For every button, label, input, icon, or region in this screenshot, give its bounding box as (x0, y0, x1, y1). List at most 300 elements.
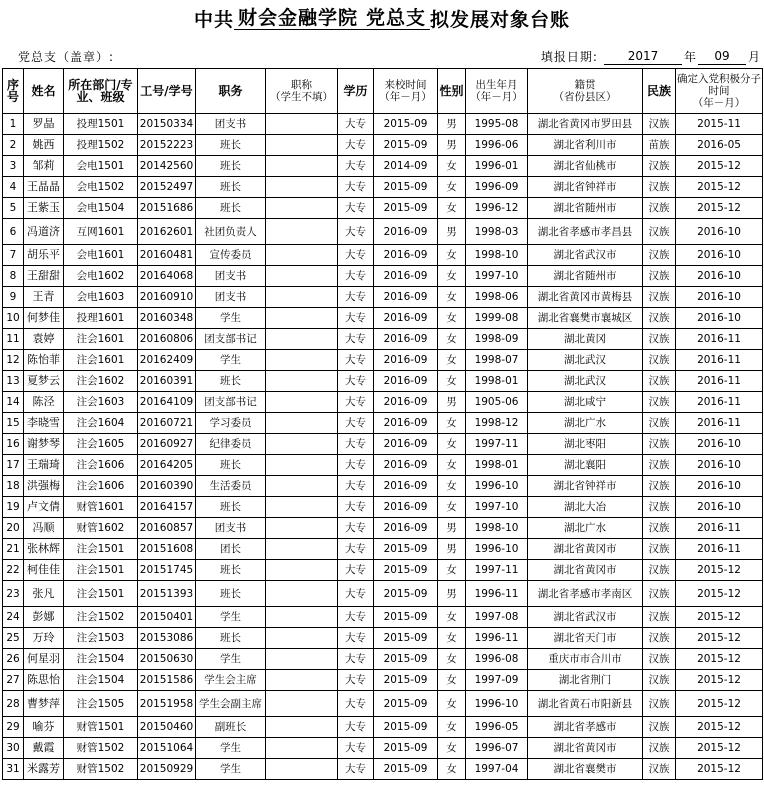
cell-no: 29 (3, 717, 24, 738)
cell-birth: 1996-06 (466, 135, 528, 156)
cell-confirm: 2015-11 (676, 114, 763, 135)
cell-origin: 湖北省天门市 (528, 628, 643, 649)
cell-dept: 会电1603 (64, 287, 138, 308)
cell-origin: 湖北省荆门 (528, 670, 643, 691)
cell-id: 20160806 (138, 329, 196, 350)
cell-gender: 女 (438, 371, 466, 392)
cell-ethnic: 汉族 (643, 539, 676, 560)
cell-arrive: 2015-09 (374, 759, 438, 780)
cell-dept: 会电1602 (64, 266, 138, 287)
cell-confirm: 2015-12 (676, 628, 763, 649)
cell-id: 20150929 (138, 759, 196, 780)
cell-dept: 会电1504 (64, 198, 138, 219)
cell-duty: 班长 (196, 198, 266, 219)
header-dept: 所在部门/专业、班级 (64, 69, 138, 114)
table-row (3, 287, 763, 308)
cell-origin: 湖北省襄樊市 (528, 759, 643, 780)
cell-gender: 女 (438, 245, 466, 266)
cell-name: 罗晶 (24, 114, 64, 135)
cell-dept: 注会1501 (64, 581, 138, 607)
cell-birth: 1996-10 (466, 691, 528, 717)
page-title (0, 0, 764, 36)
candidate-table (2, 68, 763, 780)
cell-id: 20151608 (138, 539, 196, 560)
table-row (3, 219, 763, 245)
cell-duty: 班长 (196, 581, 266, 607)
cell-title (266, 497, 338, 518)
cell-birth: 1996-05 (466, 717, 528, 738)
table-row (3, 392, 763, 413)
cell-id: 20164068 (138, 266, 196, 287)
cell-ethnic: 汉族 (643, 738, 676, 759)
cell-no: 4 (3, 177, 24, 198)
cell-duty: 班长 (196, 135, 266, 156)
cell-birth: 1905-06 (466, 392, 528, 413)
cell-name: 陈思怡 (24, 670, 64, 691)
cell-gender: 男 (438, 114, 466, 135)
date-month: 09 (698, 49, 746, 65)
cell-edu: 大专 (338, 670, 374, 691)
header-title: 职称 （学生不填） (266, 69, 338, 114)
table-row (3, 114, 763, 135)
date-year-unit: 年 (683, 50, 696, 64)
cell-id: 20160481 (138, 245, 196, 266)
cell-origin: 湖北省黄石市阳新县 (528, 691, 643, 717)
cell-title (266, 392, 338, 413)
cell-confirm: 2016-10 (676, 308, 763, 329)
cell-arrive: 2015-09 (374, 581, 438, 607)
cell-edu: 大专 (338, 392, 374, 413)
cell-title (266, 649, 338, 670)
cell-edu: 大专 (338, 245, 374, 266)
cell-dept: 注会1501 (64, 560, 138, 581)
cell-no: 12 (3, 350, 24, 371)
cell-no: 1 (3, 114, 24, 135)
cell-duty: 团支部书记 (196, 329, 266, 350)
cell-edu: 大专 (338, 607, 374, 628)
cell-name: 王晶晶 (24, 177, 64, 198)
cell-birth: 1996-08 (466, 649, 528, 670)
cell-arrive: 2016-09 (374, 219, 438, 245)
cell-gender: 男 (438, 219, 466, 245)
table-row (3, 476, 763, 497)
date-year: 2017 (604, 49, 682, 65)
cell-no: 7 (3, 245, 24, 266)
cell-confirm: 2016-10 (676, 434, 763, 455)
cell-id: 20164157 (138, 497, 196, 518)
cell-name: 李晓雪 (24, 413, 64, 434)
cell-no: 23 (3, 581, 24, 607)
cell-name: 何梦佳 (24, 308, 64, 329)
cell-arrive: 2016-09 (374, 392, 438, 413)
cell-duty: 团支书 (196, 266, 266, 287)
cell-no: 15 (3, 413, 24, 434)
cell-arrive: 2016-09 (374, 245, 438, 266)
cell-arrive: 2015-09 (374, 607, 438, 628)
cell-birth: 1997-11 (466, 434, 528, 455)
cell-edu: 大专 (338, 156, 374, 177)
cell-origin: 湖北武汉 (528, 350, 643, 371)
cell-duty: 生活委员 (196, 476, 266, 497)
cell-arrive: 2015-09 (374, 649, 438, 670)
header-edu: 学历 (338, 69, 374, 114)
cell-gender: 女 (438, 266, 466, 287)
cell-edu: 大专 (338, 497, 374, 518)
cell-arrive: 2016-09 (374, 434, 438, 455)
table-row (3, 371, 763, 392)
cell-duty: 社团负责人 (196, 219, 266, 245)
cell-dept: 财管1502 (64, 759, 138, 780)
cell-birth: 1996-11 (466, 581, 528, 607)
cell-name: 冯道济 (24, 219, 64, 245)
cell-dept: 注会1604 (64, 413, 138, 434)
cell-gender: 男 (438, 581, 466, 607)
cell-origin: 湖北省随州市 (528, 198, 643, 219)
cell-arrive: 2016-09 (374, 308, 438, 329)
cell-name: 王甜甜 (24, 266, 64, 287)
cell-dept: 互网1601 (64, 219, 138, 245)
cell-gender: 女 (438, 649, 466, 670)
cell-no: 24 (3, 607, 24, 628)
cell-duty: 团支书 (196, 114, 266, 135)
cell-duty: 团支部书记 (196, 392, 266, 413)
cell-name: 冯顺 (24, 518, 64, 539)
cell-id: 20152223 (138, 135, 196, 156)
cell-origin: 湖北省利川市 (528, 135, 643, 156)
cell-title (266, 518, 338, 539)
cell-no: 2 (3, 135, 24, 156)
cell-dept: 注会1504 (64, 649, 138, 670)
cell-no: 9 (3, 287, 24, 308)
table-row (3, 717, 763, 738)
cell-gender: 女 (438, 156, 466, 177)
cell-origin: 湖北省武汉市 (528, 245, 643, 266)
title-branch: 党总支 (362, 7, 430, 30)
cell-edu: 大专 (338, 649, 374, 670)
cell-gender: 女 (438, 308, 466, 329)
cell-edu: 大专 (338, 350, 374, 371)
cell-no: 30 (3, 738, 24, 759)
cell-title (266, 413, 338, 434)
cell-name: 胡乐平 (24, 245, 64, 266)
cell-edu: 大专 (338, 413, 374, 434)
cell-birth: 1998-10 (466, 245, 528, 266)
cell-gender: 男 (438, 518, 466, 539)
cell-origin: 湖北武汉 (528, 371, 643, 392)
cell-name: 姚西 (24, 135, 64, 156)
table-row (3, 455, 763, 476)
header-gender: 性别 (438, 69, 466, 114)
cell-no: 8 (3, 266, 24, 287)
cell-origin: 湖北省钟祥市 (528, 177, 643, 198)
cell-confirm: 2016-11 (676, 413, 763, 434)
cell-ethnic: 汉族 (643, 434, 676, 455)
cell-duty: 班长 (196, 371, 266, 392)
cell-no: 19 (3, 497, 24, 518)
cell-dept: 财管1501 (64, 717, 138, 738)
cell-birth: 1998-01 (466, 455, 528, 476)
cell-no: 20 (3, 518, 24, 539)
cell-edu: 大专 (338, 581, 374, 607)
cell-dept: 会电1501 (64, 156, 138, 177)
cell-duty: 班长 (196, 560, 266, 581)
cell-name: 张林辉 (24, 539, 64, 560)
cell-id: 20153086 (138, 628, 196, 649)
cell-duty: 学生 (196, 738, 266, 759)
cell-gender: 女 (438, 434, 466, 455)
cell-birth: 1998-03 (466, 219, 528, 245)
cell-title (266, 350, 338, 371)
cell-no: 28 (3, 691, 24, 717)
table-row (3, 518, 763, 539)
cell-birth: 1996-10 (466, 476, 528, 497)
cell-origin: 湖北省孝感市孝昌县 (528, 219, 643, 245)
cell-name: 王瑞琦 (24, 455, 64, 476)
title-suffix: 拟发展对象台账 (430, 8, 571, 31)
cell-ethnic: 汉族 (643, 371, 676, 392)
cell-ethnic: 汉族 (643, 308, 676, 329)
cell-origin: 湖北襄阳 (528, 455, 643, 476)
cell-name: 夏梦云 (24, 371, 64, 392)
cell-ethnic: 汉族 (643, 114, 676, 135)
cell-name: 万玲 (24, 628, 64, 649)
cell-no: 22 (3, 560, 24, 581)
cell-dept: 注会1602 (64, 371, 138, 392)
cell-ethnic: 汉族 (643, 649, 676, 670)
cell-id: 20151393 (138, 581, 196, 607)
cell-name: 喻芬 (24, 717, 64, 738)
cell-name: 卢文倩 (24, 497, 64, 518)
cell-ethnic: 汉族 (643, 560, 676, 581)
cell-name: 米露芳 (24, 759, 64, 780)
cell-title (266, 560, 338, 581)
table-row (3, 628, 763, 649)
cell-title (266, 371, 338, 392)
cell-dept: 注会1605 (64, 434, 138, 455)
cell-edu: 大专 (338, 329, 374, 350)
cell-gender: 男 (438, 392, 466, 413)
cell-gender: 女 (438, 691, 466, 717)
cell-confirm: 2015-12 (676, 691, 763, 717)
cell-origin: 湖北省钟祥市 (528, 476, 643, 497)
cell-edu: 大专 (338, 177, 374, 198)
cell-origin: 湖北省襄樊市襄城区 (528, 308, 643, 329)
header-confirm: 确定入党积极分子时间 （年－月） (676, 69, 763, 114)
date-label: 填报日期: (540, 50, 598, 64)
cell-name: 柯佳佳 (24, 560, 64, 581)
cell-origin: 湖北省黄冈市黄梅县 (528, 287, 643, 308)
table-row (3, 177, 763, 198)
cell-no: 3 (3, 156, 24, 177)
cell-duty: 学习委员 (196, 413, 266, 434)
cell-arrive: 2016-09 (374, 455, 438, 476)
table-row (3, 434, 763, 455)
cell-confirm: 2015-12 (676, 198, 763, 219)
cell-origin: 湖北咸宁 (528, 392, 643, 413)
cell-birth: 1995-08 (466, 114, 528, 135)
cell-birth: 1996-01 (466, 156, 528, 177)
cell-origin: 湖北省黄冈市罗田县 (528, 114, 643, 135)
cell-ethnic: 汉族 (643, 156, 676, 177)
table-row (3, 649, 763, 670)
cell-edu: 大专 (338, 759, 374, 780)
cell-name: 洪强梅 (24, 476, 64, 497)
table-row (3, 759, 763, 780)
cell-edu: 大专 (338, 455, 374, 476)
cell-ethnic: 汉族 (643, 691, 676, 717)
cell-gender: 女 (438, 670, 466, 691)
cell-dept: 注会1606 (64, 476, 138, 497)
cell-id: 20160857 (138, 518, 196, 539)
cell-title (266, 329, 338, 350)
cell-edu: 大专 (338, 691, 374, 717)
cell-origin: 湖北大冶 (528, 497, 643, 518)
cell-title (266, 156, 338, 177)
cell-arrive: 2015-09 (374, 738, 438, 759)
cell-title (266, 455, 338, 476)
cell-title (266, 266, 338, 287)
cell-id: 20160391 (138, 371, 196, 392)
cell-title (266, 607, 338, 628)
cell-origin: 湖北广水 (528, 518, 643, 539)
cell-dept: 会电1502 (64, 177, 138, 198)
cell-duty: 班长 (196, 628, 266, 649)
cell-confirm: 2015-12 (676, 649, 763, 670)
cell-duty: 宣传委员 (196, 245, 266, 266)
cell-title (266, 759, 338, 780)
table-row (3, 308, 763, 329)
cell-origin: 湖北省黄冈市 (528, 560, 643, 581)
cell-gender: 女 (438, 350, 466, 371)
cell-duty: 团支书 (196, 518, 266, 539)
cell-ethnic: 汉族 (643, 476, 676, 497)
cell-title (266, 628, 338, 649)
cell-duty: 学生 (196, 350, 266, 371)
cell-no: 5 (3, 198, 24, 219)
cell-origin: 湖北广水 (528, 413, 643, 434)
cell-id: 20164109 (138, 392, 196, 413)
cell-edu: 大专 (338, 560, 374, 581)
table-row (3, 198, 763, 219)
cell-birth: 1997-11 (466, 560, 528, 581)
cell-gender: 男 (438, 135, 466, 156)
cell-ethnic: 汉族 (643, 518, 676, 539)
cell-id: 20160348 (138, 308, 196, 329)
cell-ethnic: 汉族 (643, 177, 676, 198)
cell-confirm: 2016-11 (676, 518, 763, 539)
cell-name: 谢梦琴 (24, 434, 64, 455)
cell-id: 20160721 (138, 413, 196, 434)
cell-confirm: 2016-05 (676, 135, 763, 156)
cell-gender: 女 (438, 497, 466, 518)
cell-duty: 学生 (196, 759, 266, 780)
cell-id: 20150401 (138, 607, 196, 628)
cell-ethnic: 汉族 (643, 455, 676, 476)
cell-confirm: 2015-12 (676, 581, 763, 607)
cell-name: 戴霞 (24, 738, 64, 759)
cell-ethnic: 汉族 (643, 245, 676, 266)
cell-duty: 纪律委员 (196, 434, 266, 455)
cell-confirm: 2015-12 (676, 560, 763, 581)
cell-arrive: 2015-09 (374, 628, 438, 649)
cell-arrive: 2015-09 (374, 560, 438, 581)
cell-ethnic: 汉族 (643, 392, 676, 413)
table-row (3, 738, 763, 759)
cell-no: 11 (3, 329, 24, 350)
cell-origin: 湖北省黄冈市 (528, 539, 643, 560)
header-duty: 职务 (196, 69, 266, 114)
cell-name: 何星羽 (24, 649, 64, 670)
cell-title (266, 476, 338, 497)
cell-arrive: 2016-09 (374, 497, 438, 518)
cell-confirm: 2016-10 (676, 287, 763, 308)
cell-gender: 女 (438, 738, 466, 759)
cell-ethnic: 苗族 (643, 135, 676, 156)
cell-edu: 大专 (338, 308, 374, 329)
table-row (3, 670, 763, 691)
cell-name: 袁婷 (24, 329, 64, 350)
cell-no: 27 (3, 670, 24, 691)
table-row (3, 135, 763, 156)
cell-arrive: 2016-09 (374, 518, 438, 539)
cell-gender: 男 (438, 539, 466, 560)
cell-no: 21 (3, 539, 24, 560)
cell-duty: 班长 (196, 156, 266, 177)
cell-gender: 女 (438, 717, 466, 738)
table-row (3, 560, 763, 581)
cell-dept: 投理1601 (64, 308, 138, 329)
cell-gender: 女 (438, 628, 466, 649)
table-row (3, 497, 763, 518)
cell-origin: 湖北省黄冈市 (528, 738, 643, 759)
cell-id: 20160927 (138, 434, 196, 455)
cell-edu: 大专 (338, 135, 374, 156)
table-row (3, 607, 763, 628)
branch-seal-label: 党总支（盖章）: (18, 50, 115, 64)
cell-id: 20160390 (138, 476, 196, 497)
cell-gender: 女 (438, 329, 466, 350)
cell-no: 14 (3, 392, 24, 413)
cell-confirm: 2016-10 (676, 245, 763, 266)
cell-ethnic: 汉族 (643, 198, 676, 219)
cell-ethnic: 汉族 (643, 329, 676, 350)
cell-dept: 注会1505 (64, 691, 138, 717)
cell-no: 17 (3, 455, 24, 476)
cell-id: 20151686 (138, 198, 196, 219)
cell-origin: 湖北省武汉市 (528, 607, 643, 628)
header-birth: 出生年月 （年－月） (466, 69, 528, 114)
cell-arrive: 2015-09 (374, 198, 438, 219)
cell-arrive: 2015-09 (374, 135, 438, 156)
cell-duty: 班长 (196, 497, 266, 518)
table-row (3, 539, 763, 560)
cell-origin: 湖北黄冈 (528, 329, 643, 350)
cell-duty: 副班长 (196, 717, 266, 738)
title-prefix: 中共 (193, 8, 234, 31)
cell-ethnic: 汉族 (643, 759, 676, 780)
cell-title (266, 219, 338, 245)
table-row (3, 266, 763, 287)
table-row (3, 413, 763, 434)
cell-gender: 女 (438, 198, 466, 219)
date-month-unit: 月 (747, 50, 760, 64)
cell-birth: 1996-07 (466, 738, 528, 759)
header-id: 工号/学号 (138, 69, 196, 114)
cell-name: 曹梦萍 (24, 691, 64, 717)
title-org: 财会金融学院 (234, 7, 362, 30)
cell-gender: 女 (438, 560, 466, 581)
cell-ethnic: 汉族 (643, 413, 676, 434)
